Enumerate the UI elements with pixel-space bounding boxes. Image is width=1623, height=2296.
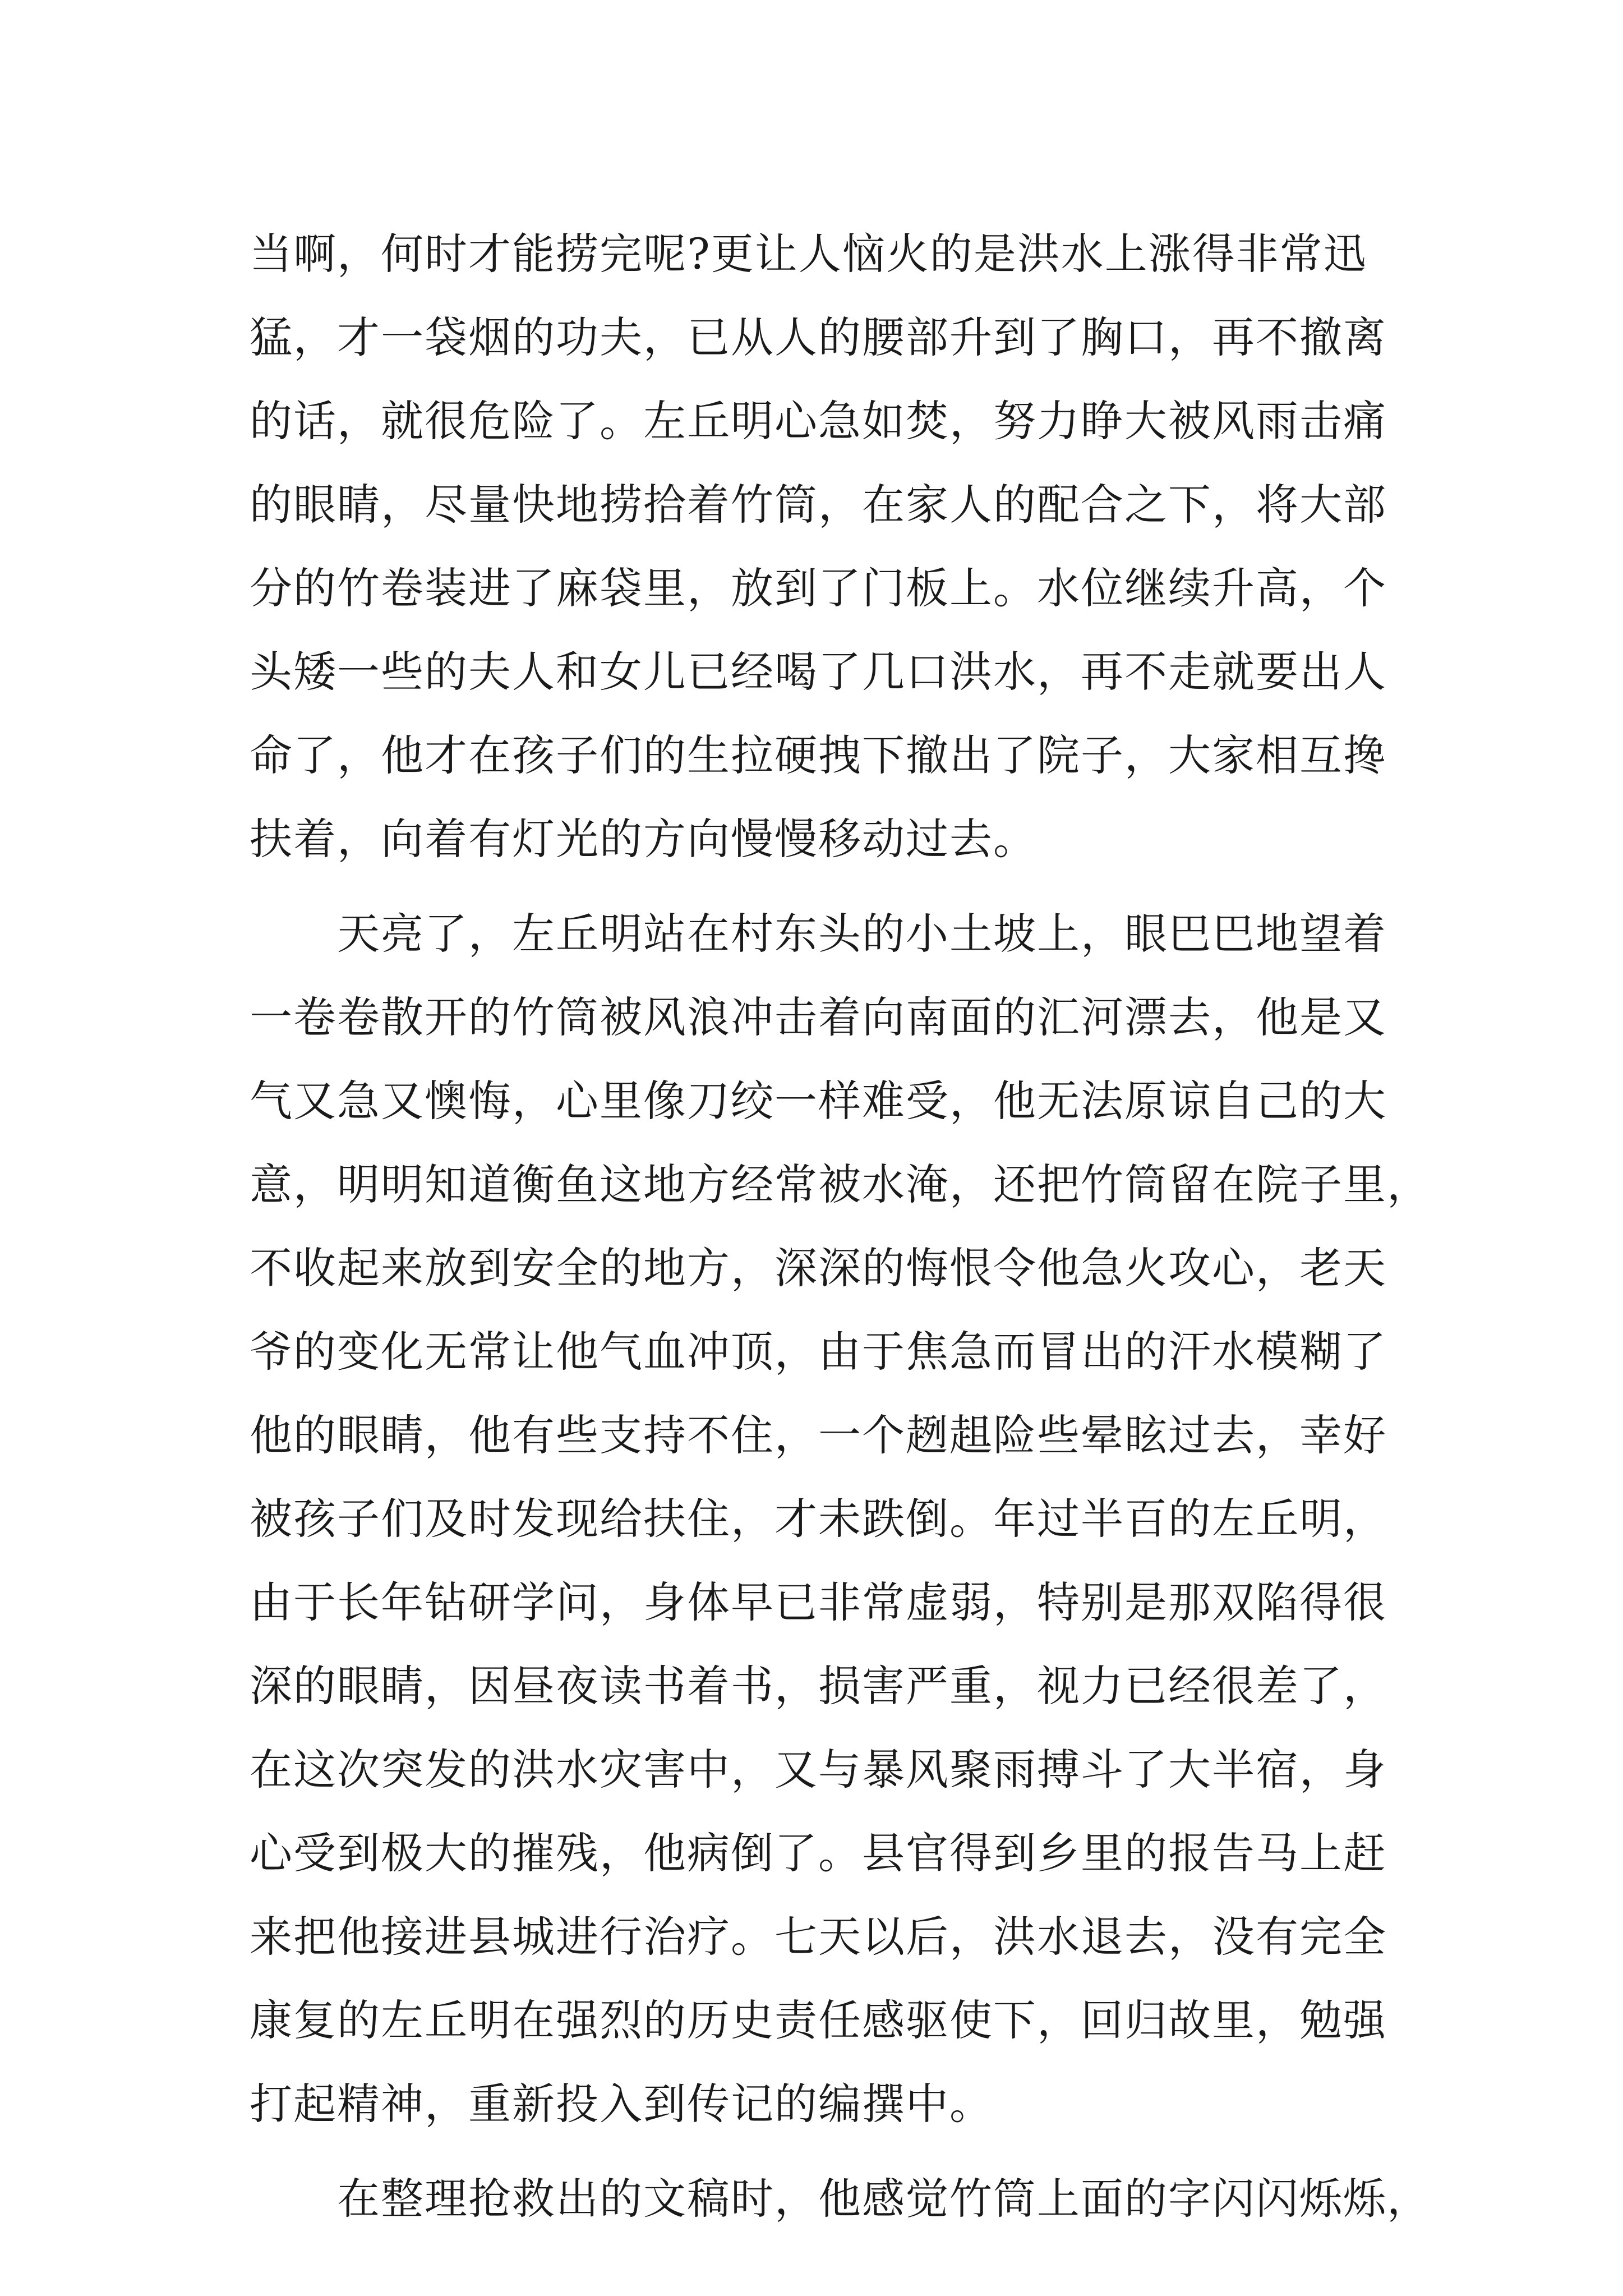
text-line: 天亮了，左丘明站在村东头的小土坡上，眼巴巴地望着 bbox=[250, 909, 1387, 959]
paragraph-spacing bbox=[250, 2146, 1382, 2157]
text-line: 打起精神，重新投入到传记的编撰中。 bbox=[250, 2079, 993, 2129]
text-line: 一卷卷散开的竹筒被风浪冲击着向南面的汇河漂去，他是又 bbox=[250, 992, 1387, 1042]
text-line: 他的眼睛，他有些支持不住，一个趔趄险些晕眩过去，幸好 bbox=[250, 1410, 1387, 1460]
text-line: 康复的左丘明在强烈的历史责任感驱使下，回归故里，勉强 bbox=[250, 1995, 1387, 2045]
text-line: 来把他接进县城进行治疗。七天以后，洪水退去，没有完全 bbox=[250, 1912, 1387, 1962]
text-line: 命了，他才在孩子们的生拉硬拽下撤出了院子，大家相互搀 bbox=[250, 730, 1387, 780]
body-text bbox=[250, 212, 1431, 2240]
text-line: 在整理抢救出的文稿时，他感觉竹筒上面的字闪闪烁烁， bbox=[250, 2174, 1431, 2224]
text-line: 的眼睛，尽量快地捞拾着竹筒，在家人的配合之下，将大部 bbox=[250, 480, 1387, 530]
paragraph-2 bbox=[250, 892, 1431, 2146]
text-line: 扶着，向着有灯光的方向慢慢移动过去。 bbox=[250, 814, 1037, 864]
paragraph-spacing bbox=[250, 881, 1382, 892]
paragraph-1 bbox=[250, 212, 1387, 881]
text-line: 气又急又懊悔，心里像刀绞一样难受，他无法原谅自己的大 bbox=[250, 1076, 1387, 1126]
text-line: 分的竹卷装进了麻袋里，放到了门板上。水位继续升高，个 bbox=[250, 563, 1387, 613]
text-line: 不收起来放到安全的地方，深深的悔恨令他急火攻心，老天 bbox=[250, 1243, 1387, 1293]
text-line: 的话，就很危险了。左丘明心急如焚，努力睁大被风雨击痛 bbox=[250, 396, 1387, 446]
text-line: 由于长年钻研学问，身体早已非常虚弱，特别是那双陷得很 bbox=[250, 1577, 1387, 1627]
text-line: 爷的变化无常让他气血冲顶，由于焦急而冒出的汗水模糊了 bbox=[250, 1327, 1387, 1377]
text-line: 当啊，何时才能捞完呢?更让人恼火的是洪水上涨得非常迅 bbox=[250, 229, 1367, 279]
text-line: 头矮一些的夫人和女儿已经喝了几口洪水，再不走就要出人 bbox=[250, 647, 1387, 697]
text-line: 猛，才一袋烟的功夫，已从人的腰部升到了胸口，再不撤离 bbox=[250, 312, 1387, 362]
text-line: 意，明明知道衡鱼这地方经常被水淹，还把竹筒留在院子里， bbox=[250, 1159, 1431, 1209]
text-line: 深的眼睛，因昼夜读书着书，损害严重，视力已经很差了， bbox=[250, 1661, 1387, 1711]
text-line: 心受到极大的摧残，他病倒了。县官得到乡里的报告马上赶 bbox=[250, 1828, 1387, 1878]
paragraph-3 bbox=[250, 2157, 1431, 2240]
text-line: 被孩子们及时发现给扶住，才未跌倒。年过半百的左丘明， bbox=[250, 1494, 1387, 1544]
text-line: 在这次突发的洪水灾害中，又与暴风聚雨搏斗了大半宿，身 bbox=[250, 1745, 1387, 1795]
